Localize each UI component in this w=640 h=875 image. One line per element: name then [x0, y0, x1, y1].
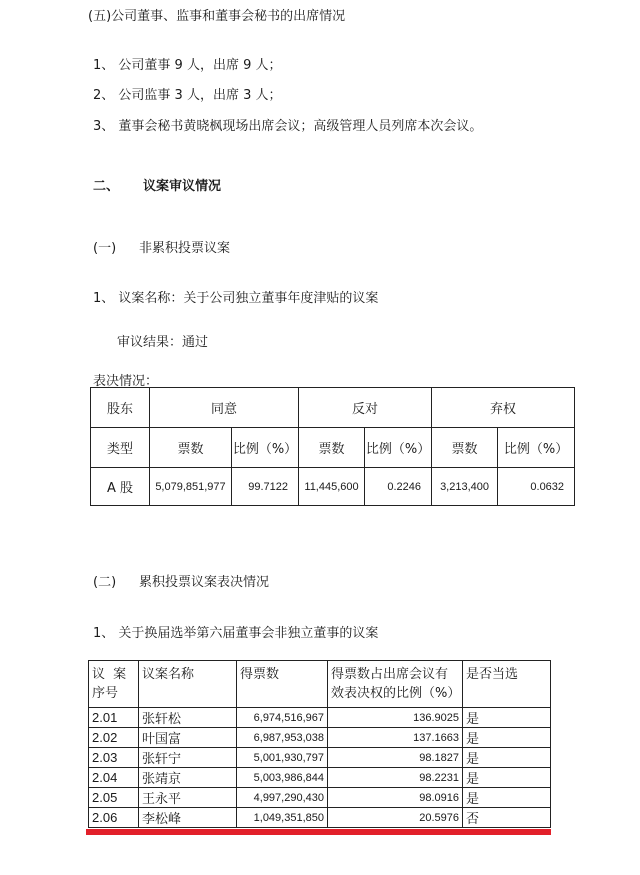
- agree-votes: 5,079,851,977: [150, 468, 232, 506]
- oppose-votes: 11,445,600: [299, 468, 365, 506]
- agree-ratio: 99.7122: [232, 468, 299, 506]
- elected-status: 否: [463, 808, 551, 828]
- th-motion-no-line2: 序号: [92, 686, 119, 701]
- motion-no: 2.03: [89, 748, 139, 768]
- abstain-ratio: 0.0632: [498, 468, 575, 506]
- th-motion-no: [89, 661, 139, 708]
- table-row: [89, 708, 551, 728]
- sub1-title: 非累积投票议案: [139, 241, 231, 256]
- vote-count: 5,001,930,797: [237, 748, 328, 768]
- elected-status: 是: [463, 748, 551, 768]
- footer-red-bar: [86, 829, 551, 835]
- vote-count: 4,997,290,430: [237, 788, 328, 808]
- row-share-type: A 股: [91, 468, 150, 506]
- motion2-title: 1、 关于换届选举第六届董事会非独立董事的议案: [93, 626, 379, 641]
- sub1-number: (一): [93, 241, 117, 256]
- th-abstain-ratio: 比例（%）: [498, 428, 575, 468]
- vote-count: 6,974,516,967: [237, 708, 328, 728]
- motion-no: 2.04: [89, 768, 139, 788]
- th-vote-ratio: [328, 661, 463, 708]
- motion-no: 2.05: [89, 788, 139, 808]
- candidate-name: 张靖京: [139, 768, 237, 788]
- th-oppose: 反对: [299, 388, 432, 428]
- vote-table: [90, 387, 575, 506]
- th-type: 类型: [91, 428, 150, 468]
- th-vote-ratio-line1: 得票数占出席会议有: [331, 667, 449, 682]
- vote-ratio: 98.1827: [328, 748, 463, 768]
- section2-number: 二、: [93, 179, 120, 194]
- attendance-directors: 1、 公司董事 9 人，出席 9 人；: [93, 58, 282, 73]
- th-oppose-ratio: 比例（%）: [365, 428, 432, 468]
- attendance-supervisors: 2、 公司监事 3 人，出席 3 人；: [93, 88, 282, 103]
- motion-no: 2.06: [89, 808, 139, 828]
- th-agree: 同意: [150, 388, 299, 428]
- th-vote-ratio-line2: 效表决权的比例（%）: [331, 686, 461, 701]
- cumulative-vote-table: [88, 660, 551, 828]
- vote-ratio: 136.9025: [328, 708, 463, 728]
- vote-ratio: 20.5976: [328, 808, 463, 828]
- motion-no: 2.01: [89, 708, 139, 728]
- th-motion-no-line1: 议 案: [92, 667, 129, 682]
- attendance-secretary: 3、 董事会秘书黄晓枫现场出席会议；高级管理人员列席本次会议。: [93, 119, 483, 134]
- vote-ratio: 98.0916: [328, 788, 463, 808]
- th-abstain: 弃权: [432, 388, 575, 428]
- abstain-votes: 3,213,400: [432, 468, 498, 506]
- table-row: [89, 808, 551, 828]
- table-row: [89, 788, 551, 808]
- th-agree-votes: 票数: [150, 428, 232, 468]
- vote-count: 6,987,953,038: [237, 728, 328, 748]
- vote-label: 表决情况：: [93, 374, 159, 389]
- motion1-result: 审议结果：通过: [117, 335, 209, 350]
- vote-count: 5,003,986,844: [237, 768, 328, 788]
- sub2-number: (二): [93, 575, 117, 590]
- th-agree-ratio: 比例（%）: [232, 428, 299, 468]
- candidate-name: 王永平: [139, 788, 237, 808]
- th-elected: 是否当选: [463, 661, 551, 708]
- candidate-name: 张轩松: [139, 708, 237, 728]
- section5-title: (五)公司董事、监事和董事会秘书的出席情况: [88, 9, 346, 24]
- vote-count: 1,049,351,850: [237, 808, 328, 828]
- table-row: [89, 748, 551, 768]
- th-motion-name: 议案名称: [139, 661, 237, 708]
- section2-title: 议案审议情况: [143, 179, 222, 194]
- th-shareholder: 股东: [91, 388, 150, 428]
- motion-no: 2.02: [89, 728, 139, 748]
- vote-ratio: 98.2231: [328, 768, 463, 788]
- elected-status: 是: [463, 768, 551, 788]
- table-row: [89, 768, 551, 788]
- table-row: [89, 728, 551, 748]
- vote-ratio: 137.1663: [328, 728, 463, 748]
- th-vote-count: 得票数: [237, 661, 328, 708]
- sub2-title: 累积投票议案表决情况: [139, 575, 270, 590]
- th-oppose-votes: 票数: [299, 428, 365, 468]
- candidate-name: 叶国富: [139, 728, 237, 748]
- elected-status: 是: [463, 708, 551, 728]
- elected-status: 是: [463, 728, 551, 748]
- candidate-name: 张轩宁: [139, 748, 237, 768]
- th-abstain-votes: 票数: [432, 428, 498, 468]
- elected-status: 是: [463, 788, 551, 808]
- oppose-ratio: 0.2246: [365, 468, 432, 506]
- motion1-name: 1、 议案名称：关于公司独立董事年度津贴的议案: [93, 291, 379, 306]
- candidate-name: 李松峰: [139, 808, 237, 828]
